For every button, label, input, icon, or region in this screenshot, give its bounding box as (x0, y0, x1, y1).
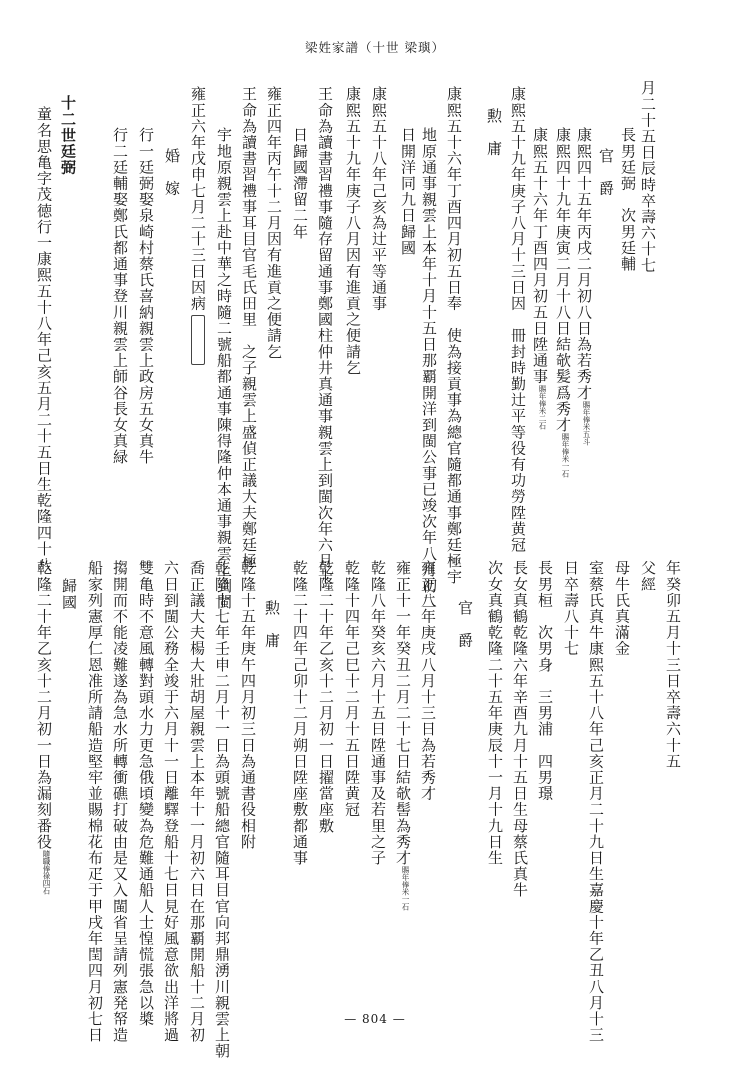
text-column: 康熙五十八年己亥為辻平等通事 (370, 86, 388, 312)
text-column: 雍正四年丙午十二月因有進貢之便請乞 (265, 86, 283, 360)
text-column: 月二十五日辰時卒壽六十七 (639, 80, 657, 274)
text-column: 日開洋同九日歸國 (399, 127, 417, 256)
text-column: 日歸國滯留二年 (291, 127, 309, 240)
text-column: 地原通事親雲上本年十月十五日那覇開洋到閩公事已竣次年八月初二 (420, 127, 438, 610)
section-heading: 勲 庸 (485, 108, 503, 157)
column-text: 乾隆二十年乙亥十二月初一日為漏刻番役 (35, 560, 53, 850)
text-column: 康熙五十六年丁酉四月初五日奉 使為接貢事為總官隨都通事鄭廷極宇 (445, 86, 463, 586)
text-column: 乾隆十七年壬申二月十一日為頭號船總官隨耳目官向邦鼎湧川親雲上朝 (213, 560, 231, 1060)
text-column: 乾隆二十四年己卯十二月朔日陞座敷都通事 (291, 560, 309, 866)
text-column: 長男廷弼 次男廷輔 (619, 127, 637, 272)
text-column: 康熙五十九年庚子八月十三日因 冊封時勤辻平等役有功勞陞黄冠 (509, 86, 527, 553)
text-column: 六日到閩公務全竣于六月十一日離驛登船十七日見好風意欲出洋將過 (162, 560, 180, 1043)
text-column (190, 86, 205, 365)
text-column: 童名思亀字茂徳行一康熙五十八年己亥五月二十五日生乾隆四十八 (35, 106, 53, 573)
text-column: 康熙五十九年庚子八月因有進貢之便請乞 (344, 86, 362, 376)
text-column: 王命為讀書習禮事耳目官毛氏田里 之子親雲上盛偵正議大夫鄭廷極 (240, 86, 258, 569)
generation-heading: 十二世廷弼 (59, 95, 77, 176)
text-column: 歸國 (60, 578, 78, 611)
column-text: 雍正六年戊申七月二十三日因病 (189, 86, 207, 312)
page-header: 梁姓家譜（十世 梁璵） (305, 40, 445, 55)
section-heading: 勲 庸 (263, 600, 281, 649)
stipend-note: 隨職俸祿四石 (42, 849, 51, 895)
text-column: 長男桓 次男身 三男浦 四男璟 (536, 560, 554, 802)
text-column: 行一廷弼娶泉崎村蔡氏喜納親雲上政房五女真牛 (137, 127, 155, 466)
text-column: 乾隆二十年乙亥十二月初一日擢當座敷 (317, 560, 335, 834)
section-heading: 婚 嫁 (163, 148, 181, 197)
text-column: 父經 (639, 560, 657, 593)
stipend-note: 賜年俸米一石 (401, 865, 410, 911)
text-column (395, 560, 410, 911)
section-heading: 官 爵 (456, 600, 474, 649)
text-column: 母牛氏真滿金 (613, 560, 631, 657)
text-column (555, 127, 570, 478)
column-text: 康熙四十五年丙戌二月初八日為若秀才 (575, 127, 593, 401)
text-column: 船家列憲厚仁恩准所請船造堅牢並賜棉花布疋于甲戌年閏四月初七日 (86, 560, 104, 1043)
column-text: 康熙四十九年庚寅二月十八日結欹髪爲秀才 (554, 127, 572, 433)
text-column: 室蔡氏真牛康熙五十八年己亥正月二十九日生嘉慶十年乙丑八月十三 (587, 560, 605, 1043)
text-column: 雙亀時不意風轉對頭水力更急俄頃變為危難通船人士惶慌張急以槳 (137, 560, 155, 1027)
text-column: 雍正八年庚戌八月十三日為若秀才 (419, 560, 437, 802)
page-number: — 804 — (344, 1012, 406, 1026)
section-heading: 官 爵 (597, 148, 615, 197)
text-column: 乾隆十五年庚午四月初三日為通書役相附 (239, 560, 257, 850)
stipend-note: 賜年俸米五斗 (582, 400, 591, 446)
text-column: 宇地原親雲上赴中華之時隨二號船都通事陳得隆仲本通事親雲上到閩 (215, 127, 233, 610)
text-column: 日卒壽八十七 (562, 560, 580, 657)
text-column: 次女真鶴乾隆二十五年庚辰十一月十九日生 (486, 560, 504, 866)
text-column: 王命為讀書習禮事隨存留通事鄭國柱仲井真通事親雲上到閩次年六月十 (316, 86, 334, 586)
column-text: 康熙五十六年丁酉四月初五日陞通事 (531, 127, 549, 385)
column-text: 雍正十一年癸丑二月二十七日結欹髻為秀才 (394, 560, 412, 866)
blank-box (191, 315, 205, 365)
text-column: 行二廷輔娶鄭氏都通事登川親雲上師谷長女真緑 (111, 127, 129, 466)
stipend-note: 賜年俸米二石 (538, 384, 547, 430)
text-column: 喬正議大夫楊大壯胡屋親雲上本年十一月初六日在那覇開船十二月初 (188, 560, 206, 1043)
text-column: 年癸卯五月十三日卒壽六十五 (664, 560, 682, 770)
stipend-note: 賜年俸米一石 (561, 432, 570, 478)
text-column (576, 127, 591, 446)
text-column: 搊開而不能凌難遂為急水所轉衝礁打破由是又入閩省呈請列憲発帑造 (111, 560, 129, 1043)
text-column: 乾隆十四年己巳十二月十五日陞黄冠 (343, 560, 361, 818)
text-column: 長女真鶴乾隆六年辛酉九月十五日生母蔡氏真牛 (511, 560, 529, 899)
text-column (36, 560, 51, 895)
text-column: 乾隆八年癸亥六月十五日陞通事及若里之子 (369, 560, 387, 866)
text-column (532, 127, 547, 430)
